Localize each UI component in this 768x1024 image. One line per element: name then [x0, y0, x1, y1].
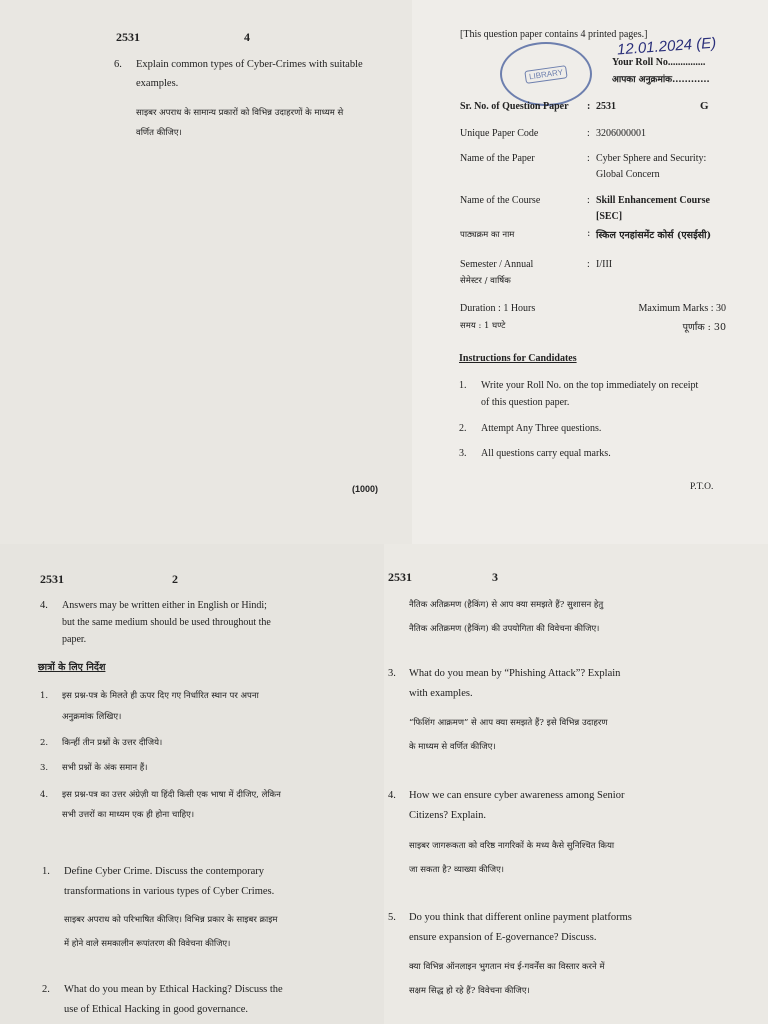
- question-number: 1.: [42, 866, 50, 877]
- maximum-marks: Maximum Marks : 30: [638, 303, 726, 314]
- question-text-hindi: वर्णित कीजिए।: [136, 128, 182, 138]
- page-4: [0, 0, 412, 544]
- instruction-number: 1.: [40, 691, 49, 701]
- sr-no-value: 2531: [596, 101, 616, 112]
- question-number: 2.: [42, 984, 50, 995]
- instruction-text: Attempt Any Three questions.: [481, 423, 602, 434]
- question-text-hindi: नैतिक अतिक्रमण (हैकिंग) से आप क्या समझते हैं? सुशासन हेतु: [409, 600, 604, 610]
- instruction-text: All questions carry equal marks.: [481, 448, 611, 459]
- instruction-text: but the same medium should be used throughout the: [62, 617, 271, 628]
- question-text-hindi: जा सकता है? व्याख्या कीजिए।: [409, 865, 505, 875]
- maximum-marks-hindi: पूर्णांक : 30: [682, 322, 726, 333]
- question-text-hindi: सक्षम सिद्ध हो रहे हैं? विवेचना कीजिए।: [409, 986, 530, 996]
- instruction-number: 4.: [40, 790, 49, 800]
- question-text: examples.: [136, 78, 179, 89]
- instruction-text: Answers may be written either in English or Hindi;: [62, 600, 267, 611]
- instruction-text: of this question paper.: [481, 397, 570, 408]
- colon: :: [587, 101, 591, 112]
- duration: Duration : 1 Hours: [460, 303, 536, 314]
- colon: :: [587, 228, 591, 239]
- instruction-text: paper.: [62, 634, 87, 645]
- page-1-cover: [412, 0, 768, 544]
- semester-label-hindi: सेमेस्टर / वार्षिक: [460, 276, 511, 286]
- question-text-hindi: नैतिक अतिक्रमण (हैकिंग) की उपयोगिता की विवेचना कीजिए।: [409, 624, 600, 634]
- handwritten-date: 12.01.2024 (E): [616, 34, 717, 59]
- question-text-hindi: साइबर अपराध के सामान्य प्रकारों को विभिन्न उदाहरणों के माध्यम से: [136, 108, 344, 118]
- question-text: transformations in various types of Cyber Crimes.: [64, 886, 275, 897]
- question-text: ensure expansion of E-governance? Discuss.: [409, 932, 597, 943]
- instruction-number: 1.: [459, 380, 467, 391]
- page-number: 3: [492, 570, 498, 584]
- unique-paper-code-value: 3206000001: [596, 128, 646, 139]
- paper-code: 2531: [116, 30, 140, 44]
- print-copies: (1000): [352, 484, 379, 494]
- question-text-hindi: क्या विभिन्न ऑनलाइन भुगतान मंच ई-गवर्नेंस का विस्तार करने में: [409, 962, 605, 972]
- roll-number-label: Your Roll No...............: [612, 57, 706, 68]
- instruction-number: 2.: [40, 738, 49, 748]
- question-text: use of Ethical Hacking in good governance.: [64, 1004, 248, 1015]
- instructions-title: Instructions for Candidates: [459, 353, 577, 364]
- course-name-value: Skill Enhancement Course: [596, 195, 710, 206]
- course-name-value-hindi: स्किल एनहांसमेंट कोर्स (एसईसी): [596, 230, 712, 241]
- paper-name-label: Name of the Paper: [460, 153, 535, 164]
- instruction-number: 2.: [459, 423, 467, 434]
- question-text-hindi: साइबर अपराध को परिभाषित कीजिए। विभिन्न प्रकार के साइबर क्राइम: [64, 915, 278, 925]
- please-turn-over: P.T.O.: [690, 482, 714, 492]
- question-text: Do you think that different online payment platforms: [409, 912, 632, 923]
- question-number: 6.: [114, 59, 122, 70]
- hindi-instructions-title: छात्रों के लिए निर्देश: [38, 662, 106, 673]
- instruction-text-hindi: किन्हीं तीन प्रश्नों के उत्तर दीजिये।: [62, 738, 163, 748]
- colon: :: [587, 195, 590, 206]
- instruction-text-hindi: अनुक्रमांक लिखिए।: [62, 712, 122, 722]
- colon: :: [587, 153, 590, 164]
- question-text: Citizens? Explain.: [409, 810, 486, 821]
- question-text: How we can ensure cyber awareness among Senior: [409, 790, 625, 801]
- instruction-text: Write your Roll No. on the top immediately on receipt: [481, 380, 699, 391]
- semester-value: I/III: [596, 259, 613, 270]
- library-stamp: LIBRARY: [500, 42, 592, 106]
- question-text: What do you mean by “Phishing Attack”? Explain: [409, 668, 621, 679]
- page-2: [0, 544, 384, 1024]
- sr-no-label: Sr. No. of Question Paper: [460, 101, 569, 112]
- paper-set: G: [700, 100, 709, 112]
- paper-code: 2531: [40, 572, 64, 586]
- instruction-text-hindi: सभी प्रश्नों के अंक समान हैं।: [62, 763, 148, 773]
- instruction-text-hindi: सभी उत्तरों का माध्यम एक ही होना चाहिए।: [62, 810, 195, 820]
- instruction-number: 3.: [40, 763, 49, 773]
- duration-hindi: समय : 1 घण्टे: [460, 321, 506, 331]
- question-text: Define Cyber Crime. Discuss the contemporary: [64, 866, 265, 877]
- question-text: with examples.: [409, 688, 473, 699]
- page-number: 4: [244, 30, 250, 44]
- question-number: 4.: [388, 790, 396, 801]
- question-text-hindi: “फिशिंग आक्रमण” से आप क्या समझते हैं? इसे विभिन्न उदाहरण: [409, 718, 608, 728]
- question-number: 3.: [388, 668, 396, 679]
- paper-code: 2531: [388, 570, 412, 584]
- instruction-text-hindi: इस प्रश्न-पत्र का उत्तर अंग्रेज़ी या हिंदी किसी एक भाषा में दीजिए, लेकिन: [62, 790, 281, 800]
- page-count-header: [This question paper contains 4 printed pages.]: [460, 29, 648, 40]
- instruction-text-hindi: इस प्रश्न-पत्र के मिलते ही ऊपर दिए गए निर्धारित स्थान पर अपना: [62, 691, 259, 701]
- colon: :: [587, 128, 590, 139]
- unique-paper-code-label: Unique Paper Code: [460, 128, 539, 139]
- page-number: 2: [172, 572, 178, 586]
- semester-label: Semester / Annual: [460, 259, 534, 270]
- page-3: [384, 544, 768, 1024]
- roll-number-label-hindi: आपका अनुक्रमांक............: [612, 75, 710, 85]
- question-text-hindi: में होने वाले समकालीन रूपांतरण की विवेचना कीजिए।: [64, 939, 231, 949]
- colon: :: [587, 259, 590, 270]
- instruction-number: 3.: [459, 448, 467, 459]
- instruction-number: 4.: [40, 600, 48, 611]
- paper-name-value: Global Concern: [596, 169, 660, 180]
- course-name-label-hindi: पाठ्यक्रम का नाम: [460, 230, 515, 240]
- question-text-hindi: साइबर जागरूकता को वरिष्ठ नागरिकों के मध्य कैसे सुनिश्चित किया: [409, 841, 615, 851]
- paper-name-value: Cyber Sphere and Security:: [596, 153, 707, 164]
- course-name-label: Name of the Course: [460, 195, 541, 206]
- course-name-value: [SEC]: [596, 211, 623, 222]
- question-text: What do you mean by Ethical Hacking? Discuss the: [64, 984, 283, 995]
- question-number: 5.: [388, 912, 396, 923]
- question-text: Explain common types of Cyber-Crimes with suitable: [136, 59, 363, 70]
- question-text-hindi: के माध्यम से वर्णित कीजिए।: [409, 742, 496, 752]
